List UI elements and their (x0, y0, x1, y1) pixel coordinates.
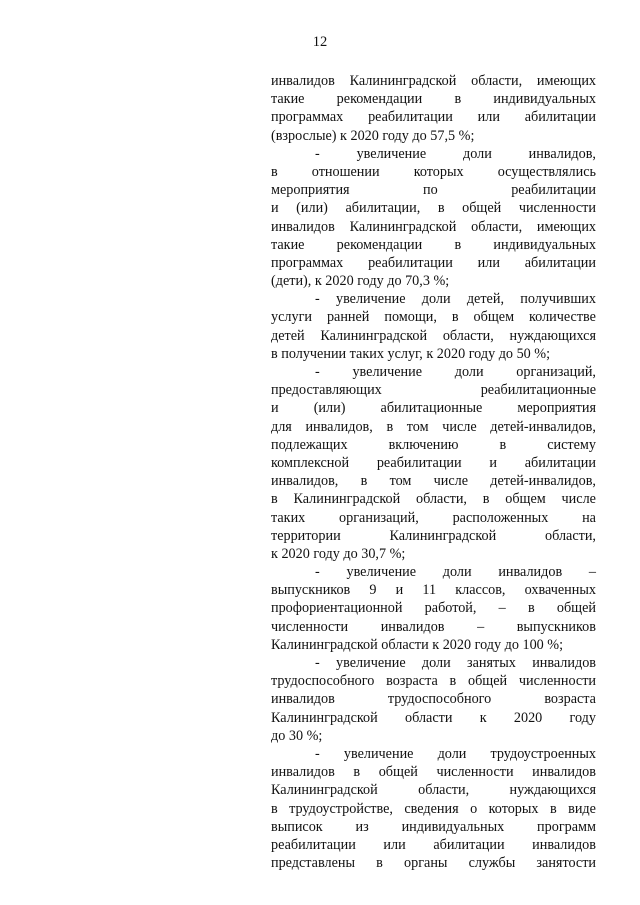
word: классов, (455, 582, 506, 599)
word: к (479, 709, 487, 726)
word: инвалидов, (271, 473, 339, 490)
text-line (271, 90, 596, 108)
word: профориентационной (271, 600, 403, 617)
word: инвалидов (532, 764, 596, 781)
word: имеющих (536, 73, 596, 89)
word: расположенных (452, 509, 549, 526)
word: Калининградской (271, 782, 378, 799)
word: детей, (466, 291, 504, 308)
text-line: к 2020 году до 30,7 %; (271, 545, 406, 562)
word: - (315, 364, 320, 380)
word: увеличение (356, 145, 427, 162)
text-line (271, 654, 596, 672)
text-line (271, 254, 596, 272)
word: Калининградской (293, 491, 401, 508)
word: в (437, 200, 445, 217)
word: предоставляющих (271, 382, 382, 399)
word: которых (413, 163, 464, 180)
word: - (315, 291, 320, 308)
text-line (271, 290, 596, 308)
word: Калининградской (349, 73, 457, 89)
word: общем (505, 491, 546, 508)
word: области, (418, 782, 470, 799)
word: общей (462, 200, 502, 217)
text-line (271, 163, 596, 181)
word: в (549, 800, 557, 817)
word: представлены (271, 855, 355, 872)
text-line (271, 236, 596, 254)
word: или (477, 109, 500, 126)
word: доли (437, 745, 467, 762)
word: абилитации, (345, 200, 421, 217)
word: инвалидов, (528, 145, 596, 162)
text-line (271, 581, 596, 599)
word: и (271, 400, 279, 417)
text-line (271, 436, 596, 454)
word: трудоустройстве, (289, 800, 393, 817)
word: абилитации (524, 454, 596, 471)
word: области (405, 709, 453, 726)
word: занятости (536, 855, 596, 872)
word: выписок (271, 818, 323, 835)
word: количестве (529, 309, 596, 326)
word: увеличение (343, 745, 414, 762)
word: организаций, (516, 364, 596, 380)
text-line (271, 72, 596, 90)
word: доли (442, 564, 472, 581)
text-line (271, 199, 596, 217)
text-line (271, 854, 596, 872)
word: программах (271, 109, 344, 126)
text-line (271, 745, 596, 763)
word: программах (271, 254, 344, 271)
word: численности (518, 673, 596, 690)
word: (или) (313, 400, 346, 417)
word: в (271, 163, 278, 180)
word: численности (271, 618, 349, 635)
word: году (569, 709, 596, 726)
word: абилитации (524, 254, 596, 271)
word: занятых (467, 655, 516, 671)
word: доли (454, 364, 484, 380)
word: в (271, 491, 278, 508)
word: инвалидов (380, 618, 445, 635)
word: 11 (422, 582, 437, 599)
text-line (271, 490, 596, 508)
word: и (271, 200, 279, 217)
word: в (527, 600, 535, 617)
word: области, (442, 327, 494, 344)
word: программ (537, 818, 596, 835)
word: общей (556, 600, 596, 617)
word: территории (271, 527, 341, 544)
word: и (489, 454, 497, 471)
text-line (271, 618, 596, 636)
text-line (271, 690, 596, 708)
text-line: (дети), к 2020 году до 70,3 %; (271, 273, 450, 290)
word: реабилитации (271, 836, 356, 853)
word: инвалидов (532, 836, 596, 853)
word: Калининградской (349, 218, 457, 235)
word: численности (436, 764, 514, 781)
word: ранней (326, 309, 370, 326)
text-line (271, 399, 596, 417)
text-line (271, 308, 596, 326)
word: числе (433, 473, 469, 490)
word: в (482, 491, 490, 508)
text-line (271, 145, 596, 163)
word: которых (488, 800, 539, 817)
word: инвалидов (271, 218, 335, 235)
word: реабилитации (368, 109, 453, 126)
word: числе (561, 491, 596, 508)
word: таких (271, 509, 306, 526)
word: реабилитации (376, 454, 462, 471)
word: на (582, 509, 596, 526)
word: индивидуальных (493, 236, 596, 253)
word: в (360, 473, 368, 490)
text-line (271, 218, 596, 236)
text-line (271, 527, 596, 545)
word: систему (547, 436, 596, 453)
text-line (271, 781, 596, 799)
word: доли (421, 291, 451, 308)
word: о (470, 800, 478, 817)
word: трудоспособного (271, 673, 375, 690)
word: осуществлялись (497, 163, 596, 180)
word: органы (404, 855, 448, 872)
text-line (271, 800, 596, 818)
word: абилитации (433, 836, 505, 853)
word: мероприятия (271, 182, 350, 199)
word: доли (462, 145, 492, 162)
word: в (271, 800, 278, 817)
word: подлежащих (271, 436, 348, 453)
word: 9 (369, 582, 377, 599)
word: - (315, 145, 320, 162)
word: том (406, 418, 429, 435)
word: индивидуальных (493, 91, 596, 108)
word: - (315, 655, 320, 671)
word: - (315, 745, 320, 762)
word: – (498, 600, 506, 617)
word: в (386, 418, 394, 435)
word: организаций, (339, 509, 419, 526)
text-line (271, 454, 596, 472)
word: охваченных (524, 582, 596, 599)
text-line (271, 763, 596, 781)
word: увеличение (335, 291, 406, 308)
word: реабилитации (511, 182, 596, 199)
word: области, (471, 218, 523, 235)
word: в (454, 91, 462, 108)
word: в (454, 236, 462, 253)
word: рекомендации (336, 236, 423, 253)
word: общем (473, 309, 515, 326)
text-line (271, 836, 596, 854)
word: нуждающихся (509, 327, 596, 344)
word: детей-инвалидов, (490, 418, 596, 435)
word: трудоспособного (387, 691, 492, 708)
word: из (355, 818, 369, 835)
word: инвалидов (532, 655, 596, 671)
word: области, (471, 73, 523, 89)
text-line (271, 818, 596, 836)
word: инвалидов (271, 691, 335, 708)
page-number: 12 (312, 34, 328, 50)
word: мероприятия (517, 400, 596, 417)
word: получивших (520, 291, 596, 308)
word: увеличение (346, 564, 417, 581)
text-line (271, 381, 596, 399)
text-line: (взрослые) к 2020 году до 57,5 %; (271, 127, 475, 144)
word: выпускников (516, 618, 596, 635)
word: комплексной (271, 454, 350, 471)
word: или (383, 836, 406, 853)
word: инвалидов (498, 564, 563, 581)
word: в (499, 436, 507, 453)
word: области, (545, 527, 596, 544)
word: трудоустроенных (490, 745, 596, 762)
word: возраста (544, 691, 596, 708)
word: том (389, 473, 412, 490)
word: общей (467, 673, 508, 690)
text-line (271, 563, 596, 581)
word: службы (468, 855, 516, 872)
text-line: до 30 %; (271, 727, 323, 744)
word: области, (416, 491, 467, 508)
word: Калининградской (389, 527, 497, 544)
word: отношении (311, 163, 380, 180)
word: абилитационные (380, 400, 483, 417)
body-text-column (271, 72, 596, 872)
word: (или) (296, 200, 328, 217)
text-line (271, 363, 596, 381)
word: 2020 (513, 709, 543, 726)
word: или (477, 254, 500, 271)
word: помощи, (384, 309, 437, 326)
word: индивидуальных (401, 818, 505, 835)
text-line (271, 509, 596, 527)
word: такие (271, 236, 305, 253)
word: выпускников (271, 582, 351, 599)
word: в (353, 764, 361, 781)
word: услуги (271, 309, 312, 326)
word: возраста (386, 673, 438, 690)
word: реабилитационные (480, 382, 596, 399)
word: инвалидов (271, 764, 335, 781)
word: сведения (404, 800, 459, 817)
text-line (271, 181, 596, 199)
word: – (588, 564, 596, 581)
word: и (395, 582, 404, 599)
word: детей-инвалидов, (490, 473, 596, 490)
word: абилитации (524, 109, 596, 126)
word: - (315, 564, 320, 581)
word: по (423, 182, 438, 199)
word: имеющих (536, 218, 596, 235)
word: инвалидов (271, 73, 335, 89)
word: для (271, 418, 292, 435)
text-line (271, 108, 596, 126)
text-line (271, 418, 596, 436)
word: в (449, 673, 457, 690)
word: – (477, 618, 485, 635)
word: в (376, 855, 383, 872)
word: доли (421, 655, 451, 671)
word: общей (378, 764, 418, 781)
word: виде (568, 800, 596, 817)
word: реабилитации (368, 254, 453, 271)
text-line (271, 709, 596, 727)
word: численности (518, 200, 596, 217)
word: увеличение (336, 655, 406, 671)
word: детей (271, 327, 305, 344)
text-line (271, 672, 596, 690)
text-line: в получении таких услуг, к 2020 году до 50 %; (271, 345, 551, 362)
word: увеличение (352, 364, 423, 380)
text-line: Калининградской области к 2020 году до 100 %; (271, 636, 564, 653)
word: числе (442, 418, 477, 435)
word: нуждающихся (509, 782, 596, 799)
word: рекомендации (336, 91, 423, 108)
word: работой, (424, 600, 477, 617)
word: Калининградской (271, 709, 378, 726)
word: инвалидов, (305, 418, 373, 435)
text-line (271, 327, 596, 345)
word: Калининградской (320, 327, 428, 344)
text-line (271, 472, 596, 490)
word: в (451, 309, 459, 326)
word: такие (271, 91, 305, 108)
word: включению (388, 436, 459, 453)
text-line (271, 599, 596, 617)
